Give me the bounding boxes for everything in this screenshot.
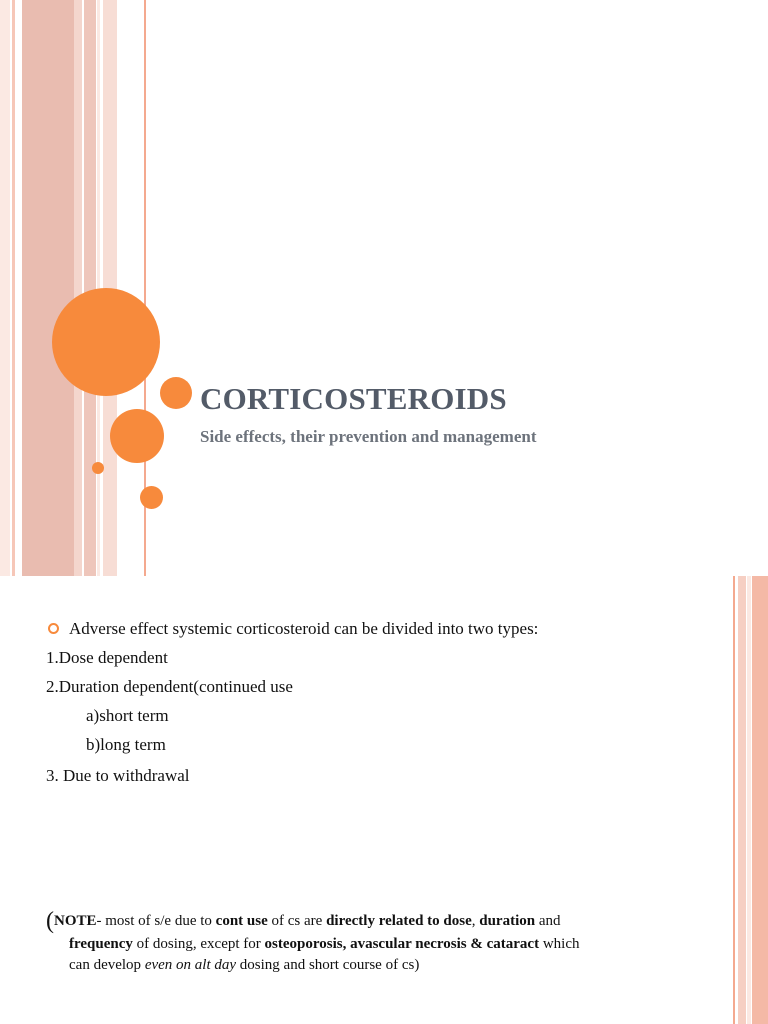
note-text: can develop xyxy=(69,957,145,973)
bullet-text: Adverse effect systemic corticosteroid can be divided into two types: xyxy=(69,619,539,638)
note-text: which xyxy=(539,936,580,952)
note-italic: even on alt day xyxy=(144,957,237,973)
list-item: a)short term xyxy=(86,706,169,725)
decorative-stripe xyxy=(84,0,96,576)
note-line-2 xyxy=(69,936,580,953)
note-text: , xyxy=(471,913,480,929)
note-text: and xyxy=(535,913,561,929)
note-line-3 xyxy=(69,957,419,974)
decorative-circle xyxy=(140,486,163,509)
decorative-stripe xyxy=(0,0,10,576)
note-text: - most of s/e due to xyxy=(96,913,216,929)
note-paren: ( xyxy=(46,908,54,934)
note-bold: osteoporosis, avascular necrosis & cataract xyxy=(264,936,540,952)
decorative-stripe xyxy=(733,576,735,1024)
note-text: of cs are xyxy=(267,913,327,929)
note-text: of dosing, except for xyxy=(132,936,265,952)
decorative-stripe xyxy=(12,0,15,576)
note-bold: cont use xyxy=(215,913,268,929)
decorative-stripe xyxy=(738,576,746,1024)
decorative-circle-small xyxy=(92,462,104,474)
note-bold: frequency xyxy=(69,936,133,952)
note-label: NOTE xyxy=(54,913,97,929)
decorative-stripe xyxy=(747,576,751,1024)
note-bold: directly related to dose xyxy=(326,913,472,929)
decorative-circle xyxy=(160,377,192,409)
list-item: b)long term xyxy=(86,735,166,754)
decorative-stripe xyxy=(752,576,768,1024)
note-bold: duration xyxy=(479,913,536,929)
slide-title: CORTICOSTEROIDS xyxy=(200,381,507,416)
list-item: 3. Due to withdrawal xyxy=(46,766,190,785)
bullet-circle-icon xyxy=(48,623,59,634)
slide-subtitle: Side effects, their prevention and management xyxy=(200,427,537,446)
decorative-circle-large xyxy=(52,288,160,396)
note-text: dosing and short course of cs) xyxy=(236,957,420,973)
list-item: 2.Duration dependent(continued use xyxy=(46,677,293,696)
decorative-stripe xyxy=(22,0,74,576)
list-item: 1.Dose dependent xyxy=(46,648,168,667)
decorative-stripe xyxy=(74,0,82,576)
decorative-circle xyxy=(110,409,164,463)
note-line-1 xyxy=(46,908,561,935)
